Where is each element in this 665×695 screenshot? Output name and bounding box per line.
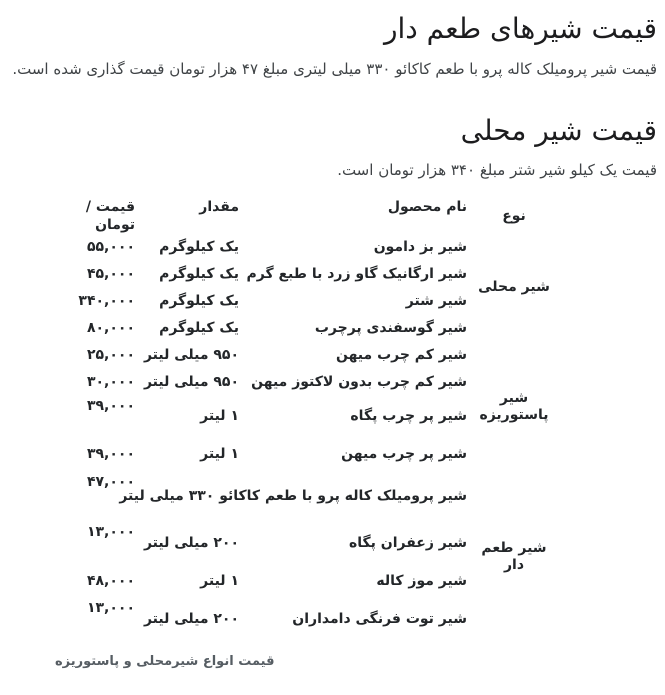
table-row [57, 342, 557, 369]
product-cell: شیر کم چرب میهن [335, 346, 467, 363]
column-header-price: قیمت / تومان [85, 199, 135, 233]
amount-cell: یک کیلوگرم [159, 319, 239, 336]
product-cell: شیر پرومیلک کاله پرو با طعم کاکائو ۳۳۰ میلی لیتر [119, 488, 467, 505]
table-row [57, 472, 557, 522]
table-caption: قیمت انواع شیرمحلی و پاستوریزه [55, 654, 275, 670]
product-cell: شیر موز کاله [376, 573, 467, 590]
price-cell: ۴۷,۰۰۰ [86, 474, 135, 491]
price-cell: ۸۰,۰۰۰ [86, 319, 135, 336]
amount-cell: یک کیلوگرم [159, 238, 239, 255]
column-header-type: نوع [502, 207, 526, 224]
type-group-cell: شیر محلی [478, 279, 550, 296]
product-cell: شیر بز دامون [373, 238, 467, 255]
column-header-amount: مقدار [199, 199, 239, 216]
price-cell: ۴۸,۰۰۰ [86, 573, 135, 590]
amount-cell: ۲۰۰ میلی لیتر [143, 535, 239, 552]
product-cell: شیر شتر [405, 292, 467, 309]
product-cell: شیر توت فرنگی دامداران [292, 611, 467, 628]
price-cell: ۳۰,۰۰۰ [86, 373, 135, 390]
amount-cell: ۱ لیتر [200, 573, 239, 590]
price-cell: ۱۳,۰۰۰ [86, 600, 135, 617]
amount-cell: ۹۵۰ میلی لیتر [143, 346, 239, 363]
price-cell: ۳۴۰,۰۰۰ [78, 292, 135, 309]
product-cell: شیر گوسفندی پرچرب [314, 319, 467, 336]
price-cell: ۳۹,۰۰۰ [86, 398, 135, 415]
table-row [57, 234, 557, 261]
amount-cell: یک کیلوگرم [159, 265, 239, 282]
product-cell: شیر پر چرب پگاه [350, 408, 467, 425]
amount-cell: ۱ لیتر [200, 408, 239, 425]
local-milk-paragraph: قیمت یک کیلو شیر شتر مبلغ ۳۴۰ هزار تومان است. [337, 160, 657, 179]
local-milk-heading: قیمت شیر محلی [460, 113, 657, 147]
product-cell: شیر زعفران پگاه [348, 535, 467, 552]
type-group-cell: شیر پاستوریزه [479, 389, 549, 424]
amount-cell: ۱ لیتر [200, 446, 239, 463]
flavored-milk-heading: قیمت شیرهای طعم دار [384, 12, 657, 45]
amount-cell: یک کیلوگرم [159, 292, 239, 309]
price-cell: ۵۵,۰۰۰ [86, 238, 135, 255]
product-cell: شیر کم چرب بدون لاکتوز میهن [251, 373, 467, 390]
price-cell: ۴۵,۰۰۰ [86, 265, 135, 282]
flavored-milk-paragraph: قیمت شیر پرومیلک کاله پرو با طعم کاکائو ۳۳۰ میلی لیتری مبلغ ۴۷ هزار تومان قیمت گذاری شده است. [12, 60, 657, 79]
type-group-cell: شیر طعم دار [481, 539, 547, 574]
amount-cell: ۹۵۰ میلی لیتر [143, 373, 239, 390]
column-header-product: نام محصول [387, 199, 467, 216]
price-cell: ۲۵,۰۰۰ [86, 346, 135, 363]
amount-cell: ۲۰۰ میلی لیتر [143, 611, 239, 628]
product-cell: شیر ارگانیک گاو زرد با طبع گرم [246, 265, 467, 282]
price-cell: ۱۳,۰۰۰ [86, 524, 135, 541]
table-header-row [57, 195, 557, 234]
price-cell: ۳۹,۰۰۰ [86, 446, 135, 463]
table-body [57, 234, 557, 642]
product-cell: شیر پر چرب میهن [341, 446, 467, 463]
milk-price-table [57, 195, 557, 642]
